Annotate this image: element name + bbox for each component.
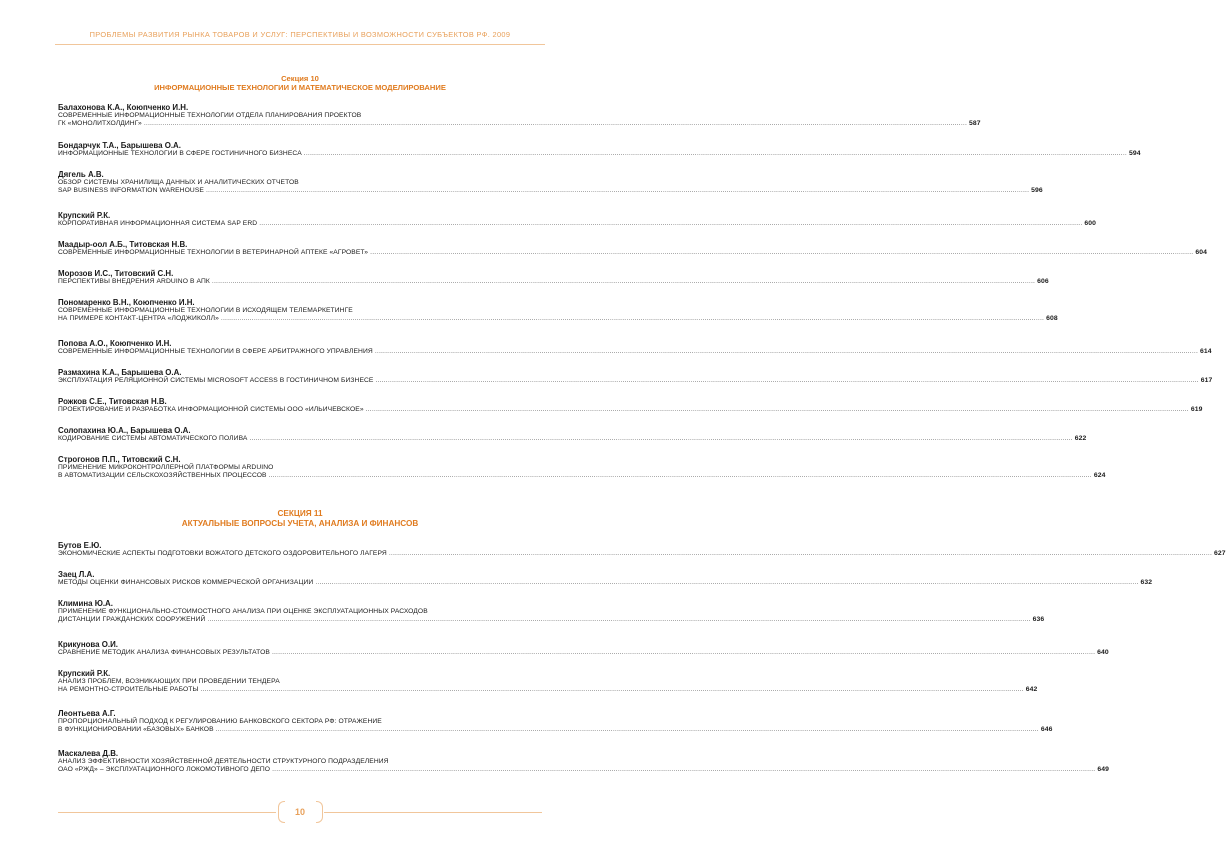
entry-authors: Солопахина Ю.А., Барышева О.А. bbox=[58, 426, 191, 435]
entry-authors: Дягель А.В. bbox=[58, 170, 104, 179]
entry-authors: Заец Л.А. bbox=[58, 570, 95, 579]
toc-entry bbox=[58, 640, 1109, 657]
toc-entry bbox=[58, 298, 1058, 323]
dot-leader: ................................................................................................................................................................................................................................................................................................................................................................................................................ bbox=[271, 649, 1096, 656]
entry-title-line: АНАЛИЗ ЭФФЕКТИВНОСТИ ХОЗЯЙСТВЕННОЙ ДЕЯТЕЛЬНОСТИ СТРУКТУРНОГО ПОДРАЗДЕЛЕНИЯ bbox=[58, 758, 389, 765]
dot-leader: ................................................................................................................................................................................................................................................................................................................................................................................................................ bbox=[211, 278, 1036, 285]
entry-page-number: 640 bbox=[1097, 649, 1109, 656]
entry-title-text: ПЕРСПЕКТИВЫ ВНЕДРЕНИЯ ARDUINO В АПК bbox=[58, 278, 210, 285]
entry-authors: Маадыр-оол А.Б., Титовская Н.В. bbox=[58, 240, 188, 249]
toc-entry bbox=[58, 709, 1053, 734]
entry-title-text: МЕТОДЫ ОЦЕНКИ ФИНАНСОВЫХ РИСКОВ КОММЕРЧЕСКОЙ ОРГАНИЗАЦИИ bbox=[58, 579, 314, 586]
entry-authors: Пономаренко В.Н., Коюпченко И.Н. bbox=[58, 298, 195, 307]
entry-title-line bbox=[58, 471, 1106, 480]
entry-title-line bbox=[58, 406, 1203, 414]
entry-page-number: 624 bbox=[1093, 471, 1106, 479]
dot-leader: ................................................................................................................................................................................................................................................................................................................................................................................................................ bbox=[259, 220, 1083, 227]
entry-page-number: 614 bbox=[1200, 348, 1212, 355]
entry-authors: Размахина К.А., Барышева О.А. bbox=[58, 368, 182, 377]
entry-page-number: 619 bbox=[1190, 406, 1203, 413]
entry-page-number: 636 bbox=[1032, 615, 1045, 623]
entry-title-line: ПРИМЕНЕНИЕ МИКРОКОНТРОЛЛЕРНОЙ ПЛАТФОРМЫ ARDUINO bbox=[58, 464, 274, 471]
entry-title-line bbox=[58, 615, 1045, 624]
entry-title-text: ЭКОНОМИЧЕСКИЕ АСПЕКТЫ ПОДГОТОВКИ ВОЖАТОГО ДЕТСКОГО ОЗДОРОВИТЕЛЬНОГО ЛАГЕРЯ bbox=[58, 550, 387, 557]
entry-title-text: ОАО «РЖД» – ЭКСПЛУАТАЦИОННОГО ЛОКОМОТИВНОГО ДЕПО bbox=[58, 765, 271, 773]
section-number: Секция 10 bbox=[281, 74, 319, 83]
section-10-heading bbox=[55, 74, 545, 92]
toc-entry bbox=[58, 749, 1109, 774]
entry-title-line: ОБЗОР СИСТЕМЫ ХРАНИЛИЩА ДАННЫХ И АНАЛИТИЧЕСКИХ ОТЧЕТОВ bbox=[58, 179, 299, 186]
running-head: ПРОБЛЕМЫ РАЗВИТИЯ РЫНКА ТОВАРОВ И УСЛУГ: ПЕРСПЕКТИВЫ И ВОЗМОЖНОСТИ СУБЪЕКТОВ РФ. 2009 bbox=[89, 30, 511, 39]
entry-title-text: НА ПРИМЕРЕ КОНТАКТ-ЦЕНТРА «ЛОДЖИКОЛЛ» bbox=[58, 314, 219, 322]
entry-page-number: 587 bbox=[969, 119, 981, 127]
entry-authors: Попова А.О., Коюпченко И.Н. bbox=[58, 339, 172, 348]
dot-leader: ................................................................................................................................................................................................................................................................................................................................................................................................................ bbox=[207, 615, 1031, 623]
page-number-bracket-right bbox=[316, 801, 323, 823]
dot-leader: ................................................................................................................................................................................................................................................................................................................................................................................................................ bbox=[268, 471, 1092, 479]
entry-title-line bbox=[58, 314, 1058, 323]
entry-title-line: СОВРЕМЕННЫЕ ИНФОРМАЦИОННЫЕ ТЕХНОЛОГИИ ОТДЕЛА ПЛАНИРОВАНИЯ ПРОЕКТОВ bbox=[58, 112, 362, 119]
entry-authors: Бондарчук Т.А., Барышева О.А. bbox=[58, 141, 181, 150]
entry-title-line: ПРОПОРЦИОНАЛЬНЫЙ ПОДХОД К РЕГУЛИРОВАНИЮ БАНКОВСКОГО СЕКТОРА РФ: ОТРАЖЕНИЕ bbox=[58, 718, 382, 725]
entry-title-line bbox=[58, 550, 1226, 558]
entry-title-line bbox=[58, 150, 1141, 158]
entry-authors: Строгонов П.П., Титовский С.Н. bbox=[58, 455, 181, 464]
entry-title-text: НА РЕМОНТНО-СТРОИТЕЛЬНЫЕ РАБОТЫ bbox=[58, 685, 199, 693]
entry-title-line bbox=[58, 348, 1212, 356]
dot-leader: ................................................................................................................................................................................................................................................................................................................................................................................................................ bbox=[215, 725, 1039, 733]
dot-leader: ................................................................................................................................................................................................................................................................................................................................................................................................................ bbox=[220, 314, 1045, 322]
entry-title-line bbox=[58, 220, 1097, 228]
toc-entry bbox=[58, 170, 1043, 195]
entry-page-number: 604 bbox=[1195, 249, 1207, 256]
toc-entry bbox=[58, 103, 981, 128]
entry-title-text: ИНФОРМАЦИОННЫЕ ТЕХНОЛОГИИ В СФЕРЕ ГОСТИНИЧНОГО БИЗНЕСА bbox=[58, 150, 302, 157]
dot-leader: ................................................................................................................................................................................................................................................................................................................................................................................................................ bbox=[205, 186, 1030, 194]
toc-entry bbox=[58, 426, 1087, 443]
footer-divider-left bbox=[58, 812, 276, 813]
dot-leader: ................................................................................................................................................................................................................................................................................................................................................................................................................ bbox=[365, 406, 1189, 413]
entry-title-line: АНАЛИЗ ПРОБЛЕМ, ВОЗНИКАЮЩИХ ПРИ ПРОВЕДЕНИИ ТЕНДЕРА bbox=[58, 678, 280, 685]
entry-title-line: СОВРЕМЕННЫЕ ИНФОРМАЦИОННЫЕ ТЕХНОЛОГИИ В ИСХОДЯЩЕМ ТЕЛЕМАРКЕТИНГЕ bbox=[58, 307, 353, 314]
entry-title-text: В АВТОМАТИЗАЦИИ СЕЛЬСКОХОЗЯЙСТВЕННЫХ ПРОЦЕССОВ bbox=[58, 471, 267, 479]
entry-title-line bbox=[58, 685, 1038, 694]
toc-entry bbox=[58, 339, 1212, 356]
entry-title-text: КОРПОРАТИВНАЯ ИНФОРМАЦИОННАЯ СИСТЕМА SAP ERD bbox=[58, 220, 258, 227]
entry-title-text: СРАВНЕНИЕ МЕТОДИК АНАЛИЗА ФИНАНСОВЫХ РЕЗУЛЬТАТОВ bbox=[58, 649, 270, 656]
entry-title-text: ДИСТАНЦИИ ГРАЖДАНСКИХ СООРУЖЕНИЙ bbox=[58, 615, 206, 623]
entry-page-number: 632 bbox=[1140, 579, 1153, 586]
entry-page-number: 596 bbox=[1031, 186, 1043, 194]
dot-leader: ................................................................................................................................................................................................................................................................................................................................................................................................................ bbox=[272, 765, 1096, 773]
entry-authors: Бутов Е.Ю. bbox=[58, 541, 102, 550]
entry-authors: Леонтьева А.Г. bbox=[58, 709, 116, 718]
entry-title-line bbox=[58, 186, 1043, 195]
section-11-heading bbox=[55, 509, 545, 529]
entry-authors: Морозов И.С., Титовский С.Н. bbox=[58, 269, 174, 278]
entry-authors: Крупский Р.К. bbox=[58, 669, 111, 678]
footer-divider-right bbox=[324, 812, 542, 813]
entry-title-line bbox=[58, 119, 981, 128]
entry-authors: Маскалева Д.В. bbox=[58, 749, 119, 758]
entry-page-number: 608 bbox=[1046, 314, 1058, 322]
entry-title-line bbox=[58, 579, 1153, 587]
entry-page-number: 617 bbox=[1200, 377, 1213, 384]
dot-leader: ................................................................................................................................................................................................................................................................................................................................................................................................................ bbox=[375, 377, 1199, 384]
section-number: СЕКЦИЯ 11 bbox=[277, 509, 323, 518]
dot-leader: ................................................................................................................................................................................................................................................................................................................................................................................................................ bbox=[370, 249, 1194, 256]
entry-title-line bbox=[58, 649, 1109, 657]
entry-title-text: ПРОЕКТИРОВАНИЕ И РАЗРАБОТКА ИНФОРМАЦИОННОЙ СИСТЕМЫ ООО «ИЛЬИЧЕВСКОЕ» bbox=[58, 406, 364, 413]
dot-leader: ................................................................................................................................................................................................................................................................................................................................................................................................................ bbox=[143, 119, 968, 127]
toc-entry bbox=[58, 240, 1207, 257]
entry-title-line bbox=[58, 435, 1087, 443]
entry-page-number: 642 bbox=[1025, 685, 1038, 693]
entry-title-line bbox=[58, 725, 1053, 734]
toc-entry bbox=[58, 541, 1226, 558]
dot-leader: ................................................................................................................................................................................................................................................................................................................................................................................................................ bbox=[249, 435, 1073, 442]
toc-entry bbox=[58, 397, 1203, 414]
entry-page-number: 600 bbox=[1084, 220, 1097, 227]
toc-entry bbox=[58, 269, 1049, 286]
entry-authors: Балахонова К.А., Коюпченко И.Н. bbox=[58, 103, 189, 112]
toc-entry bbox=[58, 368, 1213, 385]
toc-entry bbox=[58, 599, 1045, 624]
dot-leader: ................................................................................................................................................................................................................................................................................................................................................................................................................ bbox=[388, 550, 1213, 557]
toc-entry bbox=[58, 570, 1153, 587]
entry-authors: Крупский Р.К. bbox=[58, 211, 111, 220]
entry-title-text: СОВРЕМЕННЫЕ ИНФОРМАЦИОННЫЕ ТЕХНОЛОГИИ В СФЕРЕ АРБИТРАЖНОГО УПРАВЛЕНИЯ bbox=[58, 348, 373, 355]
entry-title-line bbox=[58, 377, 1213, 385]
entry-title-text: В ФУНКЦИОНИРОВАНИИ «БАЗОВЫХ» БАНКОВ bbox=[58, 725, 214, 733]
page-number: 10 bbox=[294, 807, 305, 817]
dot-leader: ................................................................................................................................................................................................................................................................................................................................................................................................................ bbox=[315, 579, 1139, 586]
toc-entry bbox=[58, 455, 1106, 480]
entry-page-number: 622 bbox=[1074, 435, 1087, 442]
entry-page-number: 646 bbox=[1040, 725, 1053, 733]
section-title: ИНФОРМАЦИОННЫЕ ТЕХНОЛОГИИ И МАТЕМАТИЧЕСКОЕ МОДЕЛИРОВАНИЕ bbox=[154, 83, 446, 92]
entry-title-line bbox=[58, 278, 1049, 286]
entry-authors: Климина Ю.А. bbox=[58, 599, 113, 608]
entry-page-number: 606 bbox=[1037, 278, 1049, 285]
entry-title-text: СОВРЕМЕННЫЕ ИНФОРМАЦИОННЫЕ ТЕХНОЛОГИИ В ВЕТЕРИНАРНОЙ АПТЕКЕ «АГРОВЕТ» bbox=[58, 249, 369, 256]
section-title: АКТУАЛЬНЫЕ ВОПРОСЫ УЧЕТА, АНАЛИЗА И ФИНАНСОВ bbox=[181, 519, 419, 528]
dot-leader: ................................................................................................................................................................................................................................................................................................................................................................................................................ bbox=[303, 150, 1127, 157]
entry-title-text: КОДИРОВАНИЕ СИСТЕМЫ АВТОМАТИЧЕСКОГО ПОЛИВА bbox=[58, 435, 248, 442]
entry-authors: Крикунова О.И. bbox=[58, 640, 118, 649]
entry-page-number: 649 bbox=[1097, 765, 1109, 773]
entry-title-line: ПРИМЕНЕНИЕ ФУНКЦИОНАЛЬНО-СТОИМОСТНОГО АНАЛИЗА ПРИ ОЦЕНКЕ ЭКСПЛУАТАЦИОННЫХ РАСХОДОВ bbox=[58, 608, 428, 615]
entry-authors: Рожков С.Е., Титовская Н.В. bbox=[58, 397, 167, 406]
entry-title-line bbox=[58, 765, 1109, 774]
entry-title-text: ГК «МОНОЛИТХОЛДИНГ» bbox=[58, 119, 142, 127]
toc-entry bbox=[58, 141, 1141, 158]
entry-page-number: 594 bbox=[1128, 150, 1141, 157]
dot-leader: ................................................................................................................................................................................................................................................................................................................................................................................................................ bbox=[200, 685, 1024, 693]
dot-leader: ................................................................................................................................................................................................................................................................................................................................................................................................................ bbox=[374, 348, 1199, 355]
toc-entry bbox=[58, 669, 1038, 694]
header-divider bbox=[55, 44, 545, 45]
toc-entry bbox=[58, 211, 1097, 228]
entry-title-line bbox=[58, 249, 1207, 257]
entry-title-text: SAP BUSINESS INFORMATION WAREHOUSE bbox=[58, 186, 204, 194]
entry-title-text: ЭКСПЛУАТАЦИЯ РЕЛЯЦИОННОЙ СИСТЕМЫ MICROSOFT ACCESS В ГОСТИНИЧНОМ БИЗНЕСЕ bbox=[58, 377, 374, 384]
entry-page-number: 627 bbox=[1214, 550, 1226, 557]
